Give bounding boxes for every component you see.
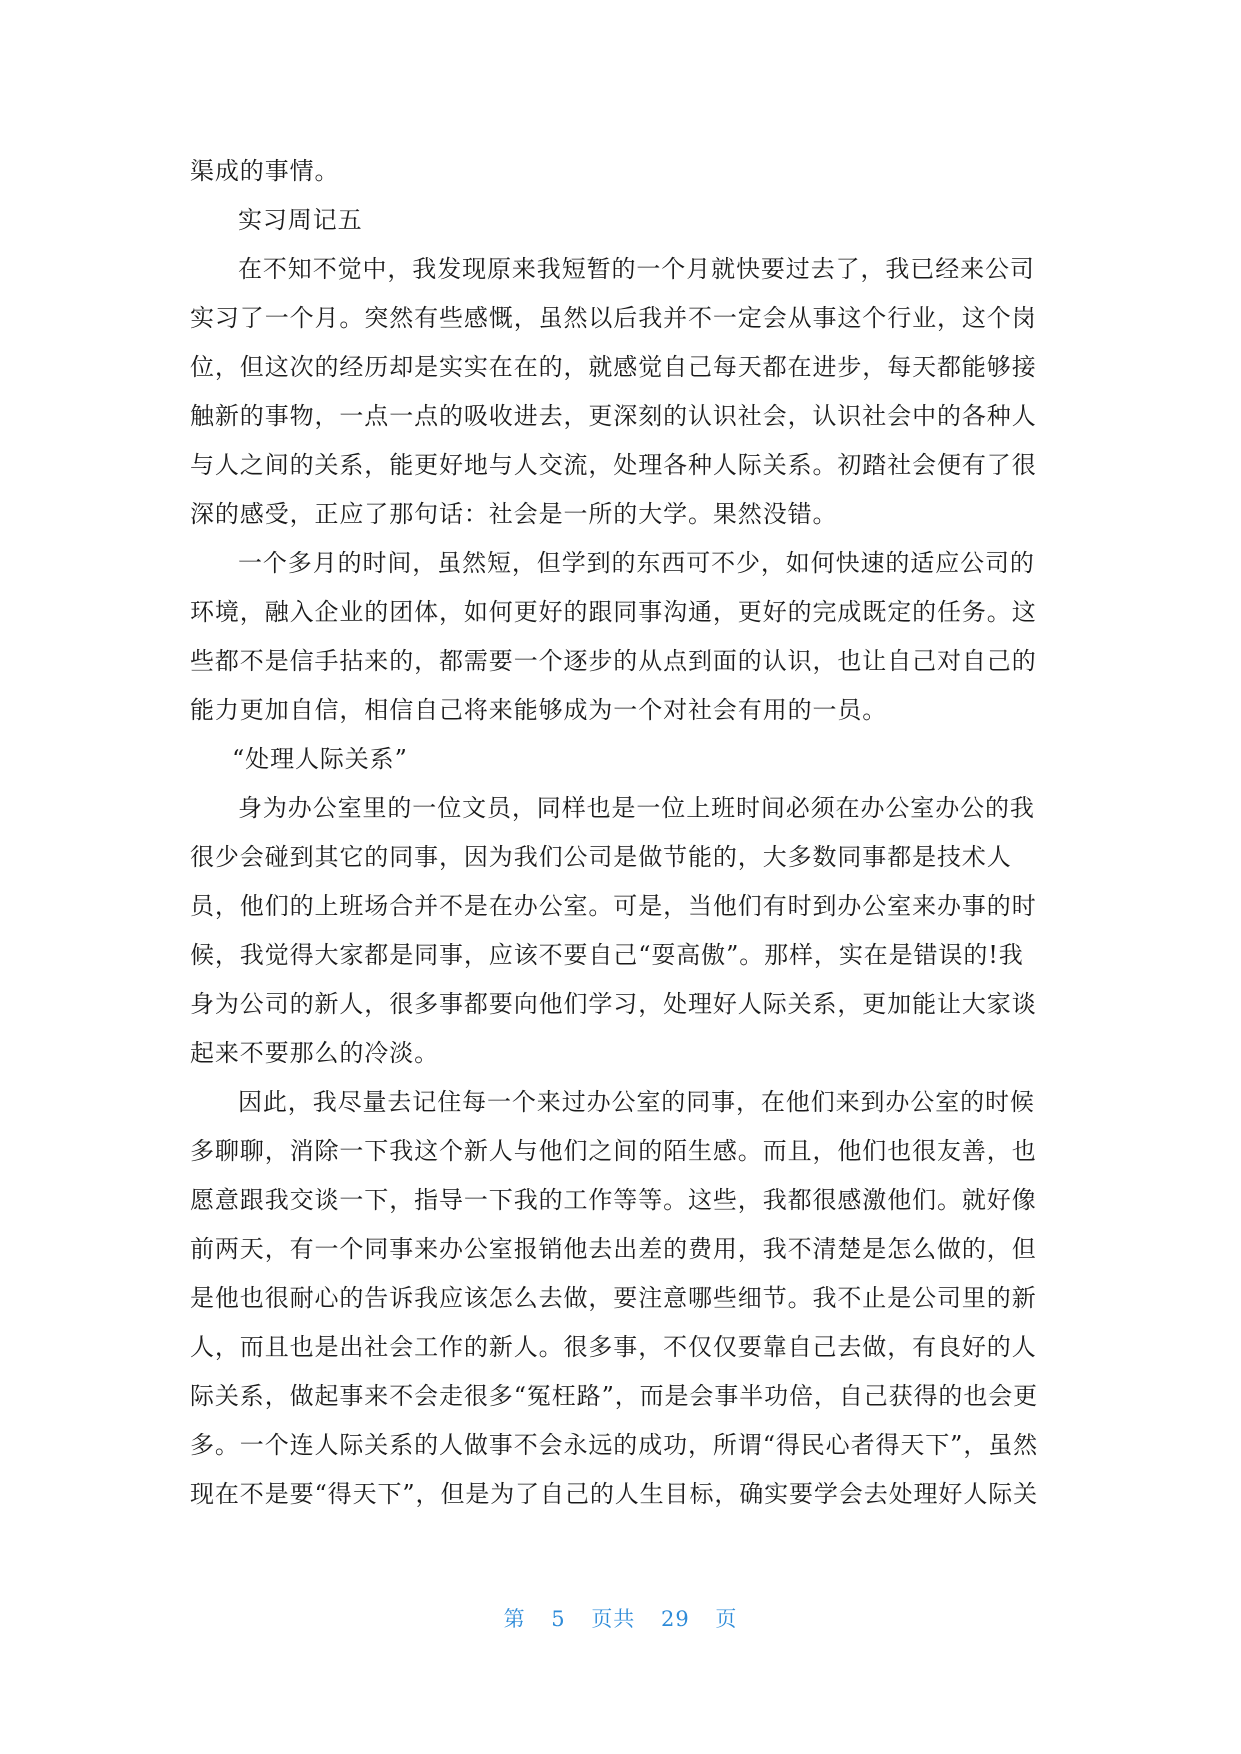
text-line: 员，他们的上班场合并不是在办公室。可是，当他们有时到办公室来办事的时: [190, 892, 1037, 920]
text-line: 多。一个连人际关系的人做事不会永远的成功，所谓“得民心者得天下”，虽然: [190, 1431, 1039, 1459]
page-label-suffix: 页: [715, 1607, 738, 1631]
text-line: 在不知不觉中，我发现原来我短暂的一个月就快要过去了，我已经来公司: [238, 255, 1035, 283]
text-line: 起来不要那么的冷淡。: [190, 1039, 439, 1067]
text-line: 人，而且也是出社会工作的新人。很多事，不仅仅要靠自己去做，有良好的人: [190, 1333, 1037, 1361]
page-number-footer: [0, 1603, 1241, 1633]
text-line: 因此，我尽量去记住每一个来过办公室的同事，在他们来到办公室的时候: [238, 1088, 1035, 1116]
text-line: 位，但这次的经历却是实实在在的，就感觉自己每天都在进步，每天都能够接: [190, 353, 1037, 381]
text-line: 现在不是要“得天下”，但是为了自己的人生目标，确实要学会去处理好人际关: [190, 1480, 1039, 1508]
text-line: 愿意跟我交谈一下，指导一下我的工作等等。这些，我都很感激他们。就好像: [190, 1186, 1037, 1214]
current-page-number: 5: [551, 1607, 566, 1631]
text-line: 些都不是信手拈来的，都需要一个逐步的从点到面的认识，也让自己对自己的: [190, 647, 1037, 675]
text-line: 实习了一个月。突然有些感慨，虽然以后我并不一定会从事这个行业，这个岗: [190, 304, 1037, 332]
text-line: 触新的事物，一点一点的吸收进去，更深刻的认识社会，认识社会中的各种人: [190, 402, 1037, 430]
text-line: 身为公司的新人，很多事都要向他们学习，处理好人际关系，更加能让大家谈: [190, 990, 1037, 1018]
section-heading: “处理人际关系”: [232, 745, 408, 773]
text-line: 与人之间的关系，能更好地与人交流，处理各种人际关系。初踏社会便有了很: [190, 451, 1037, 479]
text-line: 际关系，做起事来不会走很多“冤枉路”，而是会事半功倍，自己获得的也会更: [190, 1382, 1039, 1410]
text-line: 候，我觉得大家都是同事，应该不要自己“耍高傲”。那样，实在是错误的!我: [190, 941, 1024, 969]
text-line: 一个多月的时间，虽然短，但学到的东西可不少，如何快速的适应公司的: [238, 549, 1035, 577]
text-line: 身为办公室里的一位文员，同样也是一位上班时间必须在办公室办公的我: [238, 794, 1035, 822]
text-line: 是他也很耐心的告诉我应该怎么去做，要注意哪些细节。我不止是公司里的新: [190, 1284, 1037, 1312]
text-line: 前两天，有一个同事来办公室报销他去出差的费用，我不清楚是怎么做的，但: [190, 1235, 1037, 1263]
text-line: 很少会碰到其它的同事，因为我们公司是做节能的，大多数同事都是技术人: [190, 843, 1012, 871]
total-pages-number: 29: [661, 1607, 690, 1631]
text-line: 渠成的事情。: [190, 157, 340, 185]
section-heading: 实习周记五: [238, 206, 363, 234]
text-line: 多聊聊，消除一下我这个新人与他们之间的陌生感。而且，他们也很友善，也: [190, 1137, 1037, 1165]
page-label-prefix: 第: [503, 1607, 526, 1631]
text-line: 能力更加自信，相信自己将来能够成为一个对社会有用的一员。: [190, 696, 888, 724]
page-label-mid: 页共: [591, 1607, 636, 1631]
text-line: 环境，融入企业的团体，如何更好的跟同事沟通，更好的完成既定的任务。这: [190, 598, 1037, 626]
text-line: 深的感受，正应了那句话：社会是一所的大学。果然没错。: [190, 500, 838, 528]
